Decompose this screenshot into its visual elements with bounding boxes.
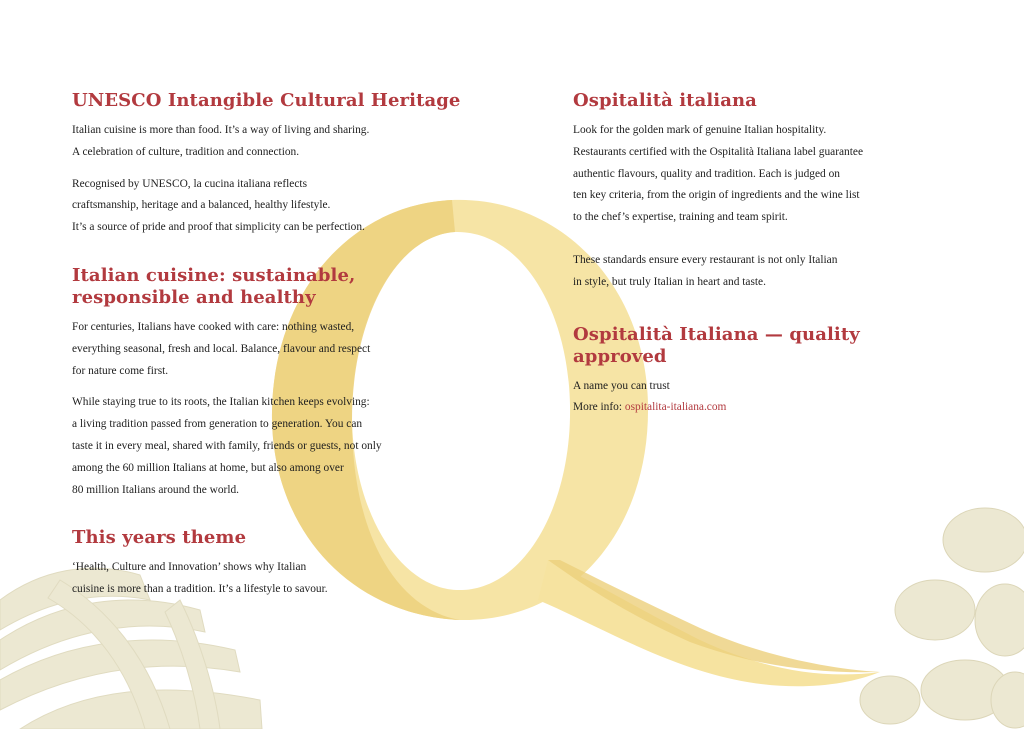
- ospitalita-section: [573, 90, 953, 294]
- ospitalita-paragraph-1: Look for the golden mark of genuine Italian hospitality. Restaurants certified with the Ospitalità Italiana label guarantee authentic flavours, quality and tradition. Each is judged on ten key criteria, from the origin of ingredients and the wine list to the chef’s expertise, training and team spirit.: [573, 124, 864, 224]
- sustainable-paragraph-2: While staying true to its roots, the Italian kitchen keeps evolving: a living tradition passed from generation to generation. You can taste it in every meal, shared with family, friends or guests, not only among the 60 million Italians at home, but also among over 80 million Italians around the world.: [72, 396, 382, 496]
- left-column: [72, 90, 472, 601]
- theme-paragraph: ‘Health, Culture and Innovation’ shows why Italian cuisine is more than a tradition. It’s a lifestyle to savour.: [72, 561, 328, 596]
- right-column: [573, 90, 953, 419]
- unesco-paragraph-2: Recognised by UNESCO, la cucina italiana reflects craftsmanship, heritage and a balanced, healthy lifestyle. It’s a source of pride and proof that simplicity can be perfection.: [72, 177, 365, 234]
- more-info-line: [573, 397, 953, 419]
- sustainable-section: [72, 265, 472, 501]
- quality-heading: Ospitalità Italiana — quality approved: [573, 323, 860, 367]
- theme-heading: This years theme: [72, 527, 247, 549]
- more-info-label: More info:: [573, 401, 625, 414]
- pasta-right-decoration: [860, 508, 1024, 728]
- theme-section: [72, 527, 472, 601]
- unesco-paragraph-1: Italian cuisine is more than food. It’s a way of living and sharing. A celebration of culture, tradition and connection.: [72, 124, 370, 158]
- quality-section: [573, 324, 953, 420]
- unesco-heading: UNESCO Intangible Cultural Heritage: [72, 90, 461, 111]
- sustainable-paragraph-1: For centuries, Italians have cooked with care: nothing wasted, everything seasonal, fresh and local. Balance, flavour and respect for nature come first.: [72, 320, 371, 377]
- unesco-section: [72, 90, 472, 239]
- quality-tagline: A name you can trust: [573, 379, 670, 392]
- ospitalita-heading: Ospitalità italiana: [573, 90, 757, 111]
- ospitalita-paragraph-2: These standards ensure every restaurant is not only Italian in style, but truly Italian in heart and taste.: [573, 253, 838, 288]
- sustainable-heading: Italian cuisine: sustainable, responsible and healthy: [72, 264, 356, 308]
- ospitalita-website-link[interactable]: ospitalita-italiana.com: [624, 401, 727, 414]
